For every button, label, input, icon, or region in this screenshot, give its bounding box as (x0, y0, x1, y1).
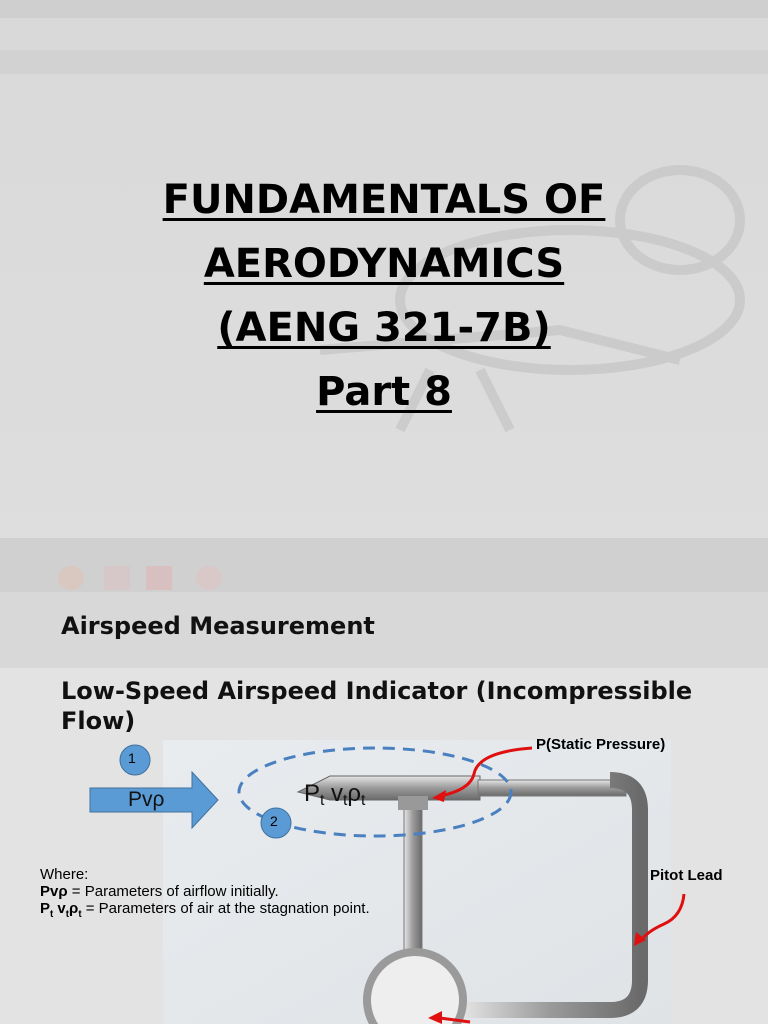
legend-line-1: Pvρ = Parameters of airflow initially. (40, 883, 279, 900)
point-2-label: 2 (270, 813, 278, 829)
slide-subheading: Low-Speed Airspeed Indicator (Incompressible Flow) (61, 677, 693, 735)
window-top-bar (0, 0, 768, 18)
pitot-lead-label: Pitot Lead (650, 867, 723, 884)
title-line-3: (AENG 321-7B) (217, 305, 551, 351)
stagnation-label: $P_t$ $v_t\rho_t$ (304, 780, 366, 809)
static-pressure-label: P(Static Pressure) (536, 736, 666, 753)
taskbar-icon (146, 566, 172, 590)
legend-title: Where: (40, 866, 89, 883)
title-line-2: AERODYNAMICS (203, 241, 565, 287)
flow-arrow-label: Pvρ (128, 788, 165, 811)
title-line-1: FUNDAMENTALS OF (162, 177, 606, 223)
airspeed-gauge (367, 952, 463, 1024)
taskbar-icon (58, 566, 84, 590)
legend-text (40, 866, 400, 923)
slide-title (0, 168, 768, 424)
title-line-4: Part 8 (316, 369, 452, 415)
toolbar-band (0, 50, 768, 74)
taskbar-band (0, 538, 768, 592)
taskbar-icon (196, 566, 222, 590)
taskbar-icon (104, 566, 130, 590)
legend-line-2: $P_t$ $v_t\rho_t$ = Parameters of air at the stagnation point. (40, 900, 370, 920)
point-1-label: 1 (128, 750, 136, 766)
slide-heading: Airspeed Measurement (61, 612, 375, 640)
